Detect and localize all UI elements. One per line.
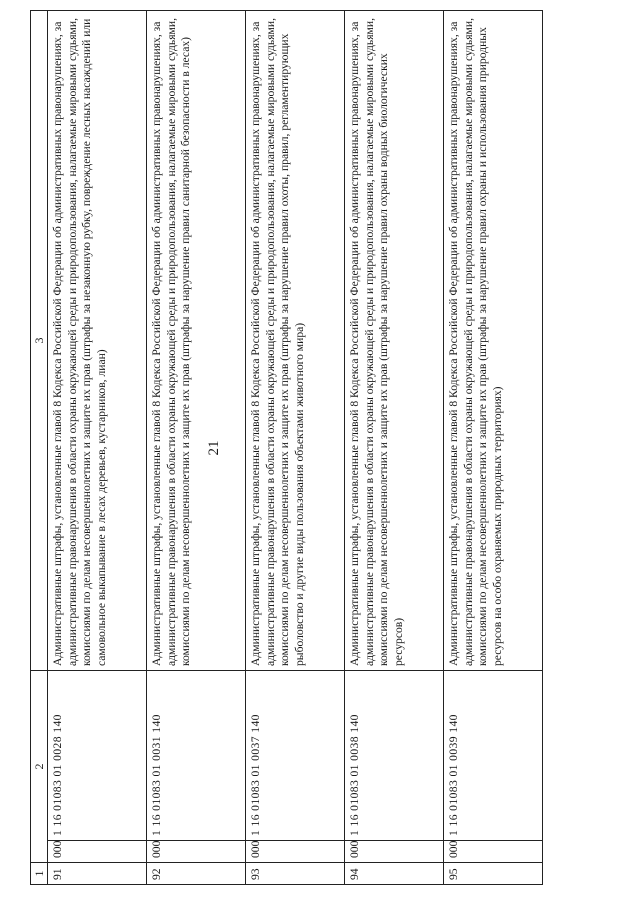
row-number: 91	[48, 863, 147, 885]
row-number: 94	[345, 863, 444, 885]
document-page	[10, 3, 610, 893]
table-row	[48, 11, 147, 885]
table-row	[147, 11, 246, 885]
admin-code: 000	[48, 841, 147, 863]
budget-code: 1 16 01083 01 0028 140	[48, 671, 147, 841]
description: Административные штрафы, установленные главой 8 Кодекса Российской Федерации об административных правонарушениях, за административные правонарушения в области охраны окружающей среды и природопользования, налагаемые мировыми судьями, комиссиями по делам несовершеннолетних и защите их прав (штрафы за нарушение правил охраны и использования природных ресурсов на особо охраняемых природных территориях)	[444, 11, 543, 671]
page-number: 21	[206, 440, 222, 456]
row-number: 93	[246, 863, 345, 885]
budget-code: 1 16 01083 01 0031 140	[147, 671, 246, 841]
admin-code: 000	[444, 841, 543, 863]
table-row	[246, 11, 345, 885]
description: Административные штрафы, установленные главой 8 Кодекса Российской Федерации об административных правонарушениях, за административные правонарушения в области охраны окружающей среды и природопользования, налагаемые мировыми судьями, комиссиями по делам несовершеннолетних и защите их прав (штрафы за незаконную рубку, повреждение лесных насаждений или самовольное выкапывание в лесах деревьев, кустарников, лиан)	[48, 11, 147, 671]
admin-code: 000	[246, 841, 345, 863]
budget-code: 1 16 01083 01 0039 140	[444, 671, 543, 841]
header-col-2: 2	[31, 671, 48, 863]
description: Административные штрафы, установленные главой 8 Кодекса Российской Федерации об административных правонарушениях, за административные правонарушения в области охраны окружающей среды и природопользования, налагаемые мировыми судьями, комиссиями по делам несовершеннолетних и защите их прав (штрафы за нарушение правил охоты, правил, регламентирующих рыболовство и другие виды пользования объектами животного мира)	[246, 11, 345, 671]
header-col-3: 3	[31, 11, 48, 671]
row-number: 92	[147, 863, 246, 885]
row-number: 95	[444, 863, 543, 885]
admin-code: 000	[345, 841, 444, 863]
budget-code: 1 16 01083 01 0037 140	[246, 671, 345, 841]
table-row	[345, 11, 444, 885]
admin-code: 000	[147, 841, 246, 863]
description: Административные штрафы, установленные главой 8 Кодекса Российской Федерации об административных правонарушениях, за административные правонарушения в области охраны окружающей среды и природопользования, налагаемые мировыми судьями, комиссиями по делам несовершеннолетних и защите их прав (штрафы за нарушение правил санитарной безопасности в лесах)	[147, 11, 246, 671]
budget-codes-table	[30, 10, 543, 885]
budget-code: 1 16 01083 01 0038 140	[345, 671, 444, 841]
table-header-row	[31, 11, 48, 885]
description: Административные штрафы, установленные главой 8 Кодекса Российской Федерации об административных правонарушениях, за административные правонарушения в области охраны окружающей среды и природопользования, налагаемые мировыми судьями, комиссиями по делам несовершеннолетних и защите их прав (штрафы за нарушение правил охраны водных биологических ресурсов)	[345, 11, 444, 671]
header-col-1: 1	[31, 863, 48, 885]
table-row	[444, 11, 543, 885]
